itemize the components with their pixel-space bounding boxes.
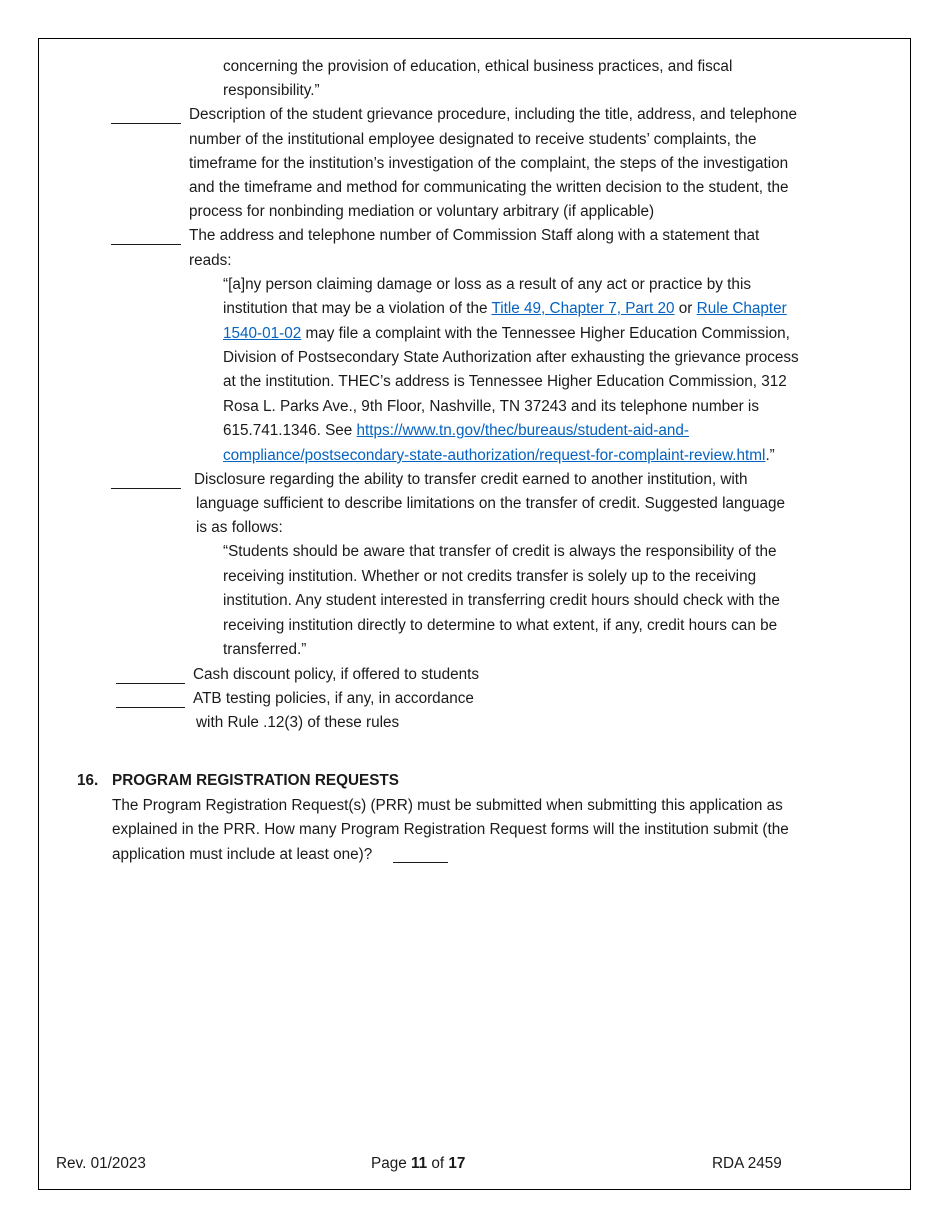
text-line: Cash discount policy, if offered to students [193, 666, 479, 683]
quote-line: “Students should be aware that transfer of credit is always the responsibility of the [223, 543, 777, 560]
checkbox-blank-cash[interactable] [116, 682, 185, 684]
text-line: Disclosure regarding the ability to transfer credit earned to another institution, with [194, 471, 748, 488]
checkbox-blank-atb[interactable] [116, 706, 185, 708]
quote-line: Rosa L. Parks Ave., 9th Floor, Nashville, TN 37243 and its telephone number is [223, 398, 759, 415]
checkbox-blank-grievance[interactable] [111, 122, 181, 124]
quote-line: Division of Postsecondary State Authorization after exhausting the grievance process [223, 349, 799, 366]
text-line: ATB testing policies, if any, in accordance [193, 690, 474, 707]
text-line: is as follows: [196, 519, 283, 536]
current-page: 11 [410, 1155, 428, 1172]
text-line: explained in the PRR. How many Program Registration Request forms will the institution submit (the [112, 821, 789, 838]
text-line: concerning the provision of education, ethical business practices, and fiscal [223, 58, 733, 75]
quote-line: “[a]ny person claiming damage or loss as a result of any act or practice by this [223, 276, 751, 293]
checkbox-blank-transfer[interactable] [111, 487, 181, 489]
text-line: number of the institutional employee designated to receive students’ complaints, the [189, 131, 757, 148]
text-line: timeframe for the institution’s investigation of the complaint, the steps of the investigation [189, 155, 789, 172]
quote-line [223, 421, 689, 441]
text-line: application must include at least one)? [112, 846, 373, 863]
complaint-url-link[interactable]: compliance/postsecondary-state-authorization/request-for-complaint-review.html [223, 447, 766, 464]
quote-line [223, 446, 775, 466]
rule-chapter-link[interactable]: 1540-01-02 [223, 325, 302, 342]
total-pages: 17 [448, 1155, 466, 1172]
text: .” [765, 447, 775, 464]
title49-link[interactable]: Title 49, Chapter 7, Part 20 [491, 300, 675, 317]
text: Page [371, 1155, 411, 1172]
rule-chapter-link[interactable]: Rule Chapter [696, 300, 787, 317]
text-line: with Rule .12(3) of these rules [196, 714, 400, 731]
footer-revision: Rev. 01/2023 [56, 1155, 146, 1172]
quote-line: receiving institution. Whether or not credits transfer is solely up to the receiving [223, 568, 757, 585]
text-line: reads: [189, 252, 232, 269]
quote-line: receiving institution directly to determine to what extent, if any, credit hours can be [223, 617, 778, 634]
text-line: language sufficient to describe limitations on the transfer of credit. Suggested language [196, 495, 786, 512]
quote-line [223, 299, 787, 319]
text: of [427, 1155, 449, 1172]
footer-page-number [371, 1154, 465, 1174]
text: or [674, 300, 697, 317]
text: 615.741.1346. See [223, 422, 357, 439]
text-line: Description of the student grievance procedure, including the title, address, and telephone [189, 106, 798, 123]
footer-form-id: RDA 2459 [712, 1155, 782, 1172]
quote-line: transferred.” [223, 641, 307, 658]
text: may file a complaint with the Tennessee Higher Education Commission, [301, 325, 790, 342]
complaint-url-link[interactable]: https://www.tn.gov/thec/bureaus/student-aid-and- [356, 422, 690, 439]
text-line: The Program Registration Request(s) (PRR) must be submitted when submitting this application as [112, 797, 783, 814]
quote-line: at the institution. THEC’s address is Tennessee Higher Education Commission, 312 [223, 373, 787, 390]
quote-line [223, 324, 790, 344]
quote-line: institution. Any student interested in transferring credit hours should check with the [223, 592, 780, 609]
prr-count-blank[interactable] [393, 861, 448, 863]
text-line: The address and telephone number of Commission Staff along with a statement that [189, 227, 760, 244]
text-line: responsibility.” [223, 82, 320, 99]
section-number: 16. [77, 772, 99, 789]
checkbox-blank-commission[interactable] [111, 243, 181, 245]
text-line: process for nonbinding mediation or voluntary arbitrary (if applicable) [189, 203, 655, 220]
text-line: and the timeframe and method for communicating the written decision to the student, the [189, 179, 789, 196]
text: institution that may be a violation of the [223, 300, 492, 317]
section-title: PROGRAM REGISTRATION REQUESTS [112, 772, 399, 789]
